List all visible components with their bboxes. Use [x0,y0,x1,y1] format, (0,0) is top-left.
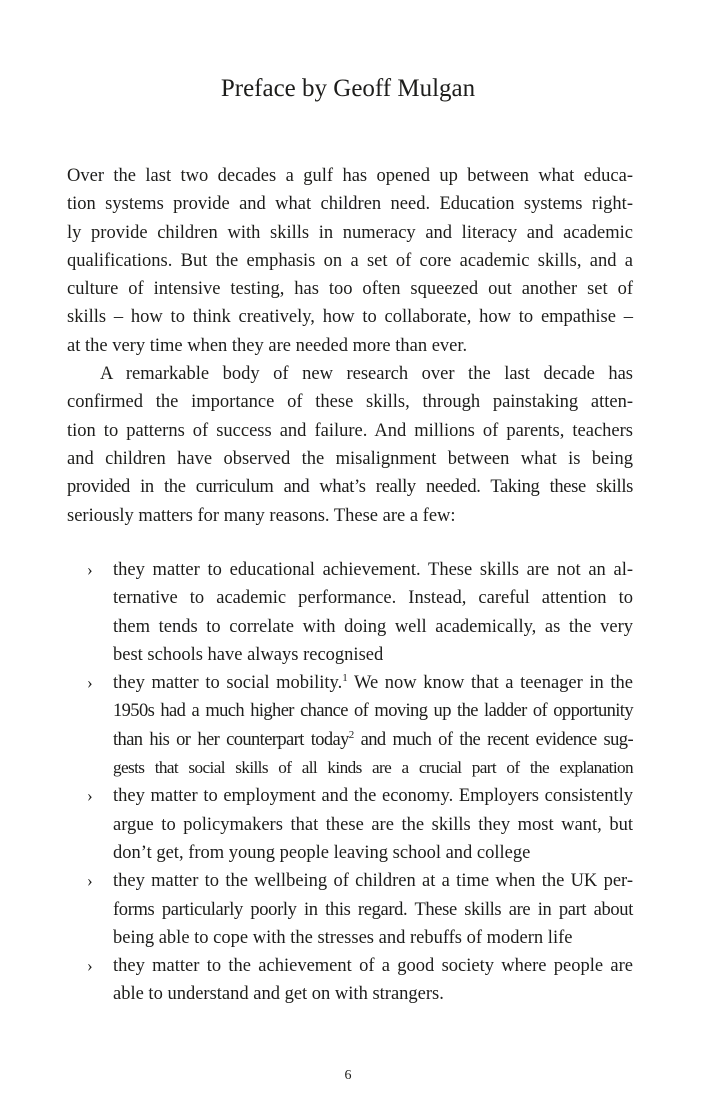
text-segment: We now know that a teenager in the [347,673,633,694]
text-line [113,726,633,754]
text-line: skills – how to think creatively, how to collaborate, how to empathise – [67,307,633,328]
text-segment: they matter to social mobility. [113,673,343,694]
list-item [67,782,633,867]
text-line: gests that social skills of all kinds are a crucial part of the explanation [113,758,633,778]
text-line: they matter to the wellbeing of children at a time when the UK per- [113,871,633,892]
text-line: being able to cope with the stresses and rebuffs of modern life [113,927,573,948]
text-line: provided in the curriculum and what’s really needed. Taking these skills [67,477,633,498]
paragraph-2 [67,360,633,530]
text-line: Over the last two decades a gulf has opened up between what educa- [67,166,633,186]
list-item [67,952,633,1009]
bullet-marker-icon: › [87,560,93,579]
text-line: A remarkable body of new research over the last decade has [100,364,633,385]
page-title: Preface by Geoff Mulgan [220,75,476,102]
text-line: ternative to academic performance. Instead, careful attention to [113,588,633,609]
text-line: and children have observed the misalignment between what is being [67,448,633,469]
text-line: they matter to the achievement of a good society where people are [113,956,633,977]
bullet-marker-icon: › [87,673,93,693]
text-line: forms particularly poorly in this regard. These skills are in part about [113,899,633,920]
text-segment: and much of the recent evidence sug- [353,729,633,750]
bullet-list [67,556,633,1009]
text-line: qualifications. But the emphasis on a set of core academic skills, and a [67,250,633,271]
text-line: confirmed the importance of these skills, through painstaking atten- [67,392,633,413]
text-segment: than his or her counterpart today [113,729,349,750]
text-line: tion to patterns of success and failure. And millions of parents, teachers [67,420,633,441]
page-number: 6 [344,1068,352,1083]
footnote-ref: 1 [342,672,348,685]
text-line: at the very time when they are needed more than ever. [67,335,468,356]
text-line: ly provide children with skills in numeracy and literacy and academic [67,222,633,243]
preface-body [67,162,633,530]
list-item [67,867,633,952]
bullet-marker-icon: › [87,871,93,891]
bullet-marker-icon: › [87,956,93,976]
text-line: best schools have always recognised [113,644,384,665]
paragraph-1 [67,162,633,360]
text-line: they matter to employment and the economy. Employers consistently [113,786,633,807]
text-line: culture of intensive testing, has too often squeezed out another set of [67,279,633,300]
list-item [67,669,633,782]
text-line: don’t get, from young people leaving school and college [113,842,531,863]
text-line: 1950s had a much higher chance of moving up the ladder of opportunity [113,701,633,722]
text-line: argue to policymakers that these are the skills they most want, but [113,814,633,835]
bullet-marker-icon: › [87,786,93,806]
text-line: they matter to educational achievement. These skills are not an al- [113,560,633,580]
text-line: seriously matters for many reasons. These are a few: [67,505,456,526]
list-item [67,556,633,669]
text-line [113,669,633,697]
footnote-ref: 2 [348,728,354,741]
text-line: tion systems provide and what children need. Education systems right- [67,194,633,215]
text-line: able to understand and get on with strangers. [113,984,444,1005]
text-line: them tends to correlate with doing well academically, as the very [113,616,633,637]
